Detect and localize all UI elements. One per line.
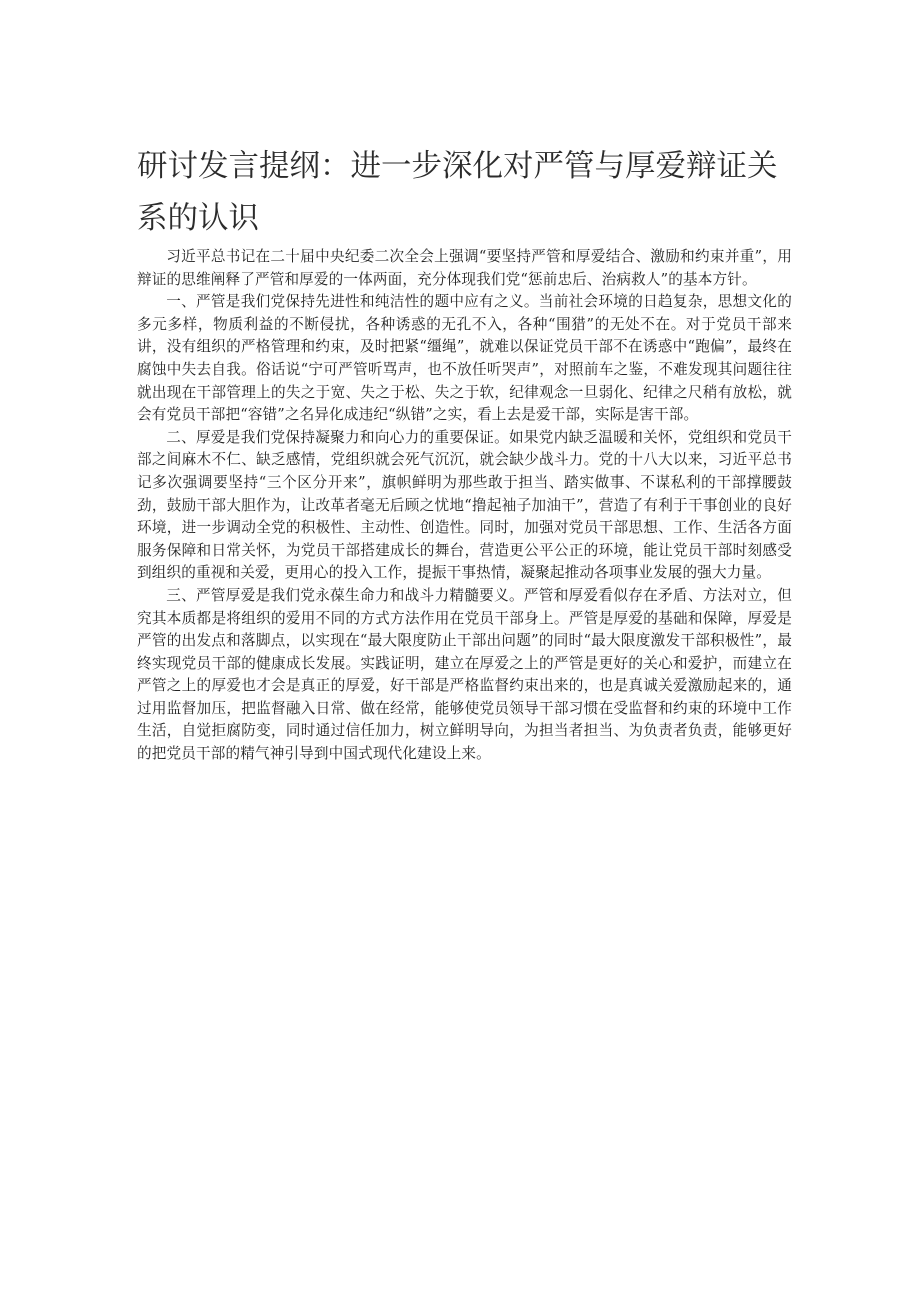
- document-body: [137, 246, 792, 766]
- paragraph-section-3: 三、严管厚爱是我们党永葆生命力和战斗力精髓要义。严管和厚爱看似存在矛盾、方法对立，但究其本质都是将组织的爱用不同的方式方法作用在党员干部身上。严管是厚爱的基础和保障，厚爱是严管的出发点和落脚点，以实现在“最大限度防止干部出问题”的同时“最大限度激发干部积极性”，最终实现党员干部的健康成长发展。实践证明，建立在厚爱之上的严管是更好的关心和爱护，而建立在严管之上的厚爱也才会是真正的厚爱，好干部是严格监督约束出来的，也是真诚关爱激励起来的，通过用监督加压，把监督融入日常、做在经常，能够使党员领导干部习惯在受监督和约束的环境中工作生活，自觉拒腐防变，同时通过信任加力，树立鲜明导向，为担当者担当、为负责者负责，能够更好的把党员干部的精气神引导到中国式现代化建设上来。: [137, 586, 792, 763]
- document-title: 研讨发言提纲：进一步深化对严管与厚爱辩证关系的认识: [137, 149, 778, 236]
- paragraph-intro: 习近平总书记在二十届中央纪委二次全会上强调“要坚持严管和厚爱结合、激励和约束并重”，用辩证的思维阐释了严管和厚爱的一体两面，充分体现我们党“惩前忠后、治病救人”的基本方针。: [137, 248, 792, 288]
- paragraph-section-2: 二、厚爱是我们党保持凝聚力和向心力的重要保证。如果党内缺乏温暖和关怀，党组织和党员干部之间麻木不仁、缺乏感情，党组织就会死气沉沉，就会缺少战斗力。党的十八大以来，习近平总书记多次强调要坚持“三个区分开来”，旗帜鲜明为那些敢于担当、踏实做事、不谋私利的干部撑腰鼓劲，鼓励干部大胆作为，让改革者毫无后顾之忧地“撸起袖子加油干”，营造了有利于干事创业的良好环境，进一步调动全党的积极性、主动性、创造性。同时，加强对党员干部思想、工作、生活各方面服务保障和日常关怀，为党员干部搭建成长的舞台，营造更公平公正的环境，能让党员干部时刻感受到组织的重视和关爱，更用心的投入工作，提振干事热情，凝聚起推动各项事业发展的强大力量。: [137, 428, 792, 582]
- paragraph-section-1: 一、严管是我们党保持先进性和纯洁性的题中应有之义。当前社会环境的日趋复杂，思想文化的多元多样，物质利益的不断侵扰，各种诱惑的无孔不入，各种“围猎”的无处不在。对于党员干部来讲，没有组织的严格管理和约束，及时把紧“缰绳”，就难以保证党员干部不在诱惑中“跑偏”，最终在腐蚀中失去自我。俗话说“宁可严管听骂声，也不放任听哭声”，对照前车之鉴，不难发现其问题往往就出现在干部管理上的失之于宽、失之于松、失之于软，纪律观念一旦弱化、纪律之尺稍有放松，就会有党员干部把“容错”之名异化成违纪“纵错”之实，看上去是爱干部，实际是害干部。: [137, 293, 792, 424]
